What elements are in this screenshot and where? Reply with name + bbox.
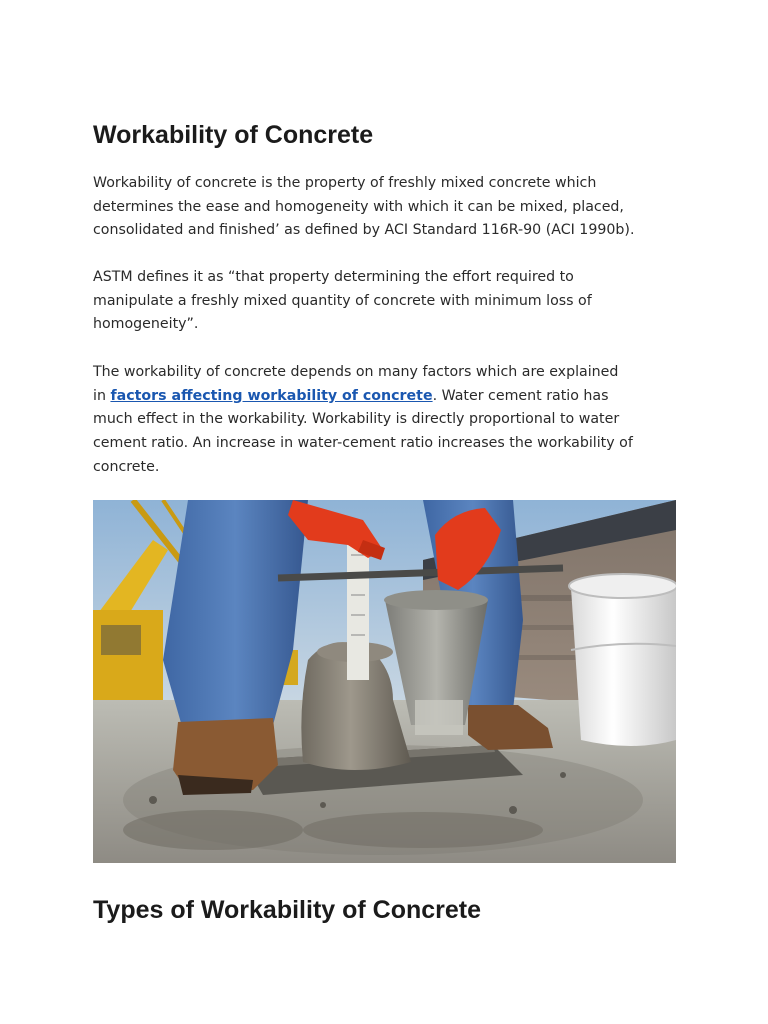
factors-affecting-workability-link[interactable]: factors affecting workability of concrete [110,387,433,404]
paragraph-line: much effect in the workability. Workability is directly proportional to water [93,411,620,428]
paragraph-line-with-link [93,385,677,409]
paragraph-line: The workability of concrete depends on many factors which are explained [93,364,619,380]
line-suffix: . Water cement ratio has [432,387,609,404]
section-heading-types: Types of Workability of Concrete [93,896,482,924]
paragraph-line: determines the ease and homogeneity with which it can be mixed, placed, [93,198,624,215]
paragraph-definition [93,172,677,243]
paragraph-line: ASTM defines it as “that property determining the effort required to [93,269,574,285]
paragraph-line: concrete. [93,458,160,475]
paragraph-line: homogeneity”. [93,316,199,333]
paragraph-line: cement ratio. An increase in water-cement ratio increases the workability of [93,435,633,452]
paragraph-astm [93,266,677,337]
article [93,0,677,1024]
line-prefix: in [93,387,111,404]
page-title: Workability of Concrete [93,121,374,149]
paragraph-line: consolidated and finished’ as defined by ACI Standard 116R-90 (ACI 1990b). [93,222,635,239]
paragraph-line: Workability of concrete is the property of freshly mixed concrete which [93,175,597,191]
paragraph-factors [93,361,677,480]
slump-test-photo [93,500,676,863]
paragraph-line: manipulate a freshly mixed quantity of concrete with minimum loss of [93,292,592,309]
